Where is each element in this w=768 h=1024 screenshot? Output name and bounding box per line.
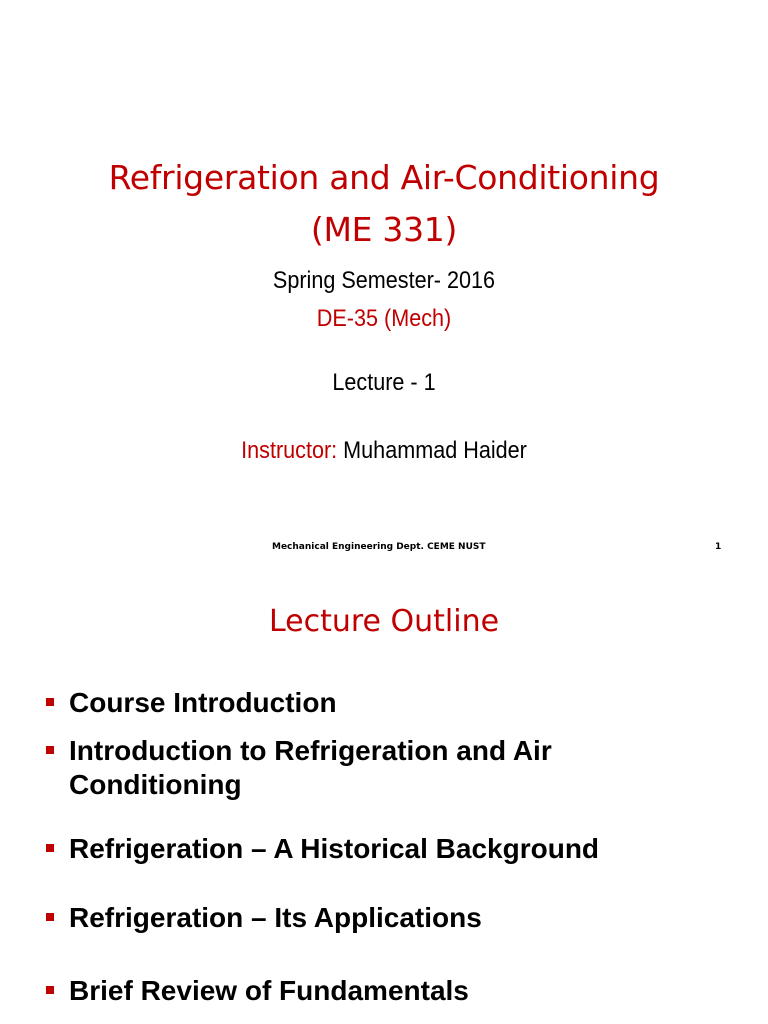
bullet-icon: [46, 986, 54, 994]
outline-slide: [0, 576, 768, 1024]
list-item: [46, 901, 746, 935]
list-item-label: Refrigeration – Its Applications: [69, 902, 482, 933]
course-code: (ME 331): [310, 210, 458, 249]
list-item-label: Brief Review of Fundamentals: [69, 975, 469, 1006]
list-item: [46, 974, 746, 1008]
bullet-icon: [46, 698, 54, 706]
bullet-icon: [46, 913, 54, 921]
list-item: [46, 832, 746, 866]
bullet-icon: [46, 844, 54, 852]
bullet-icon: [46, 746, 54, 754]
list-item: [46, 734, 746, 802]
slide-footer: Mechanical Engineering Dept. CEME NUST: [272, 542, 486, 552]
semester-text: Spring Semester- 2016: [272, 267, 496, 294]
outline-title: Lecture Outline: [268, 604, 500, 639]
course-title: Refrigeration and Air-Conditioning: [108, 158, 660, 197]
lecture-number: Lecture - 1: [332, 369, 436, 396]
page-number: 1: [715, 542, 722, 552]
list-item-label: Course Introduction: [69, 687, 337, 718]
instructor-line: [38, 436, 729, 466]
list-item: [46, 686, 746, 720]
instructor-label: Instructor:: [241, 437, 338, 464]
list-item-label: Introduction to Refrigeration and Air Conditioning: [69, 735, 552, 800]
list-item-label: Refrigeration – A Historical Background: [69, 833, 600, 864]
batch-text: DE-35 (Mech): [316, 305, 452, 332]
instructor-name: Muhammad Haider: [343, 437, 527, 464]
